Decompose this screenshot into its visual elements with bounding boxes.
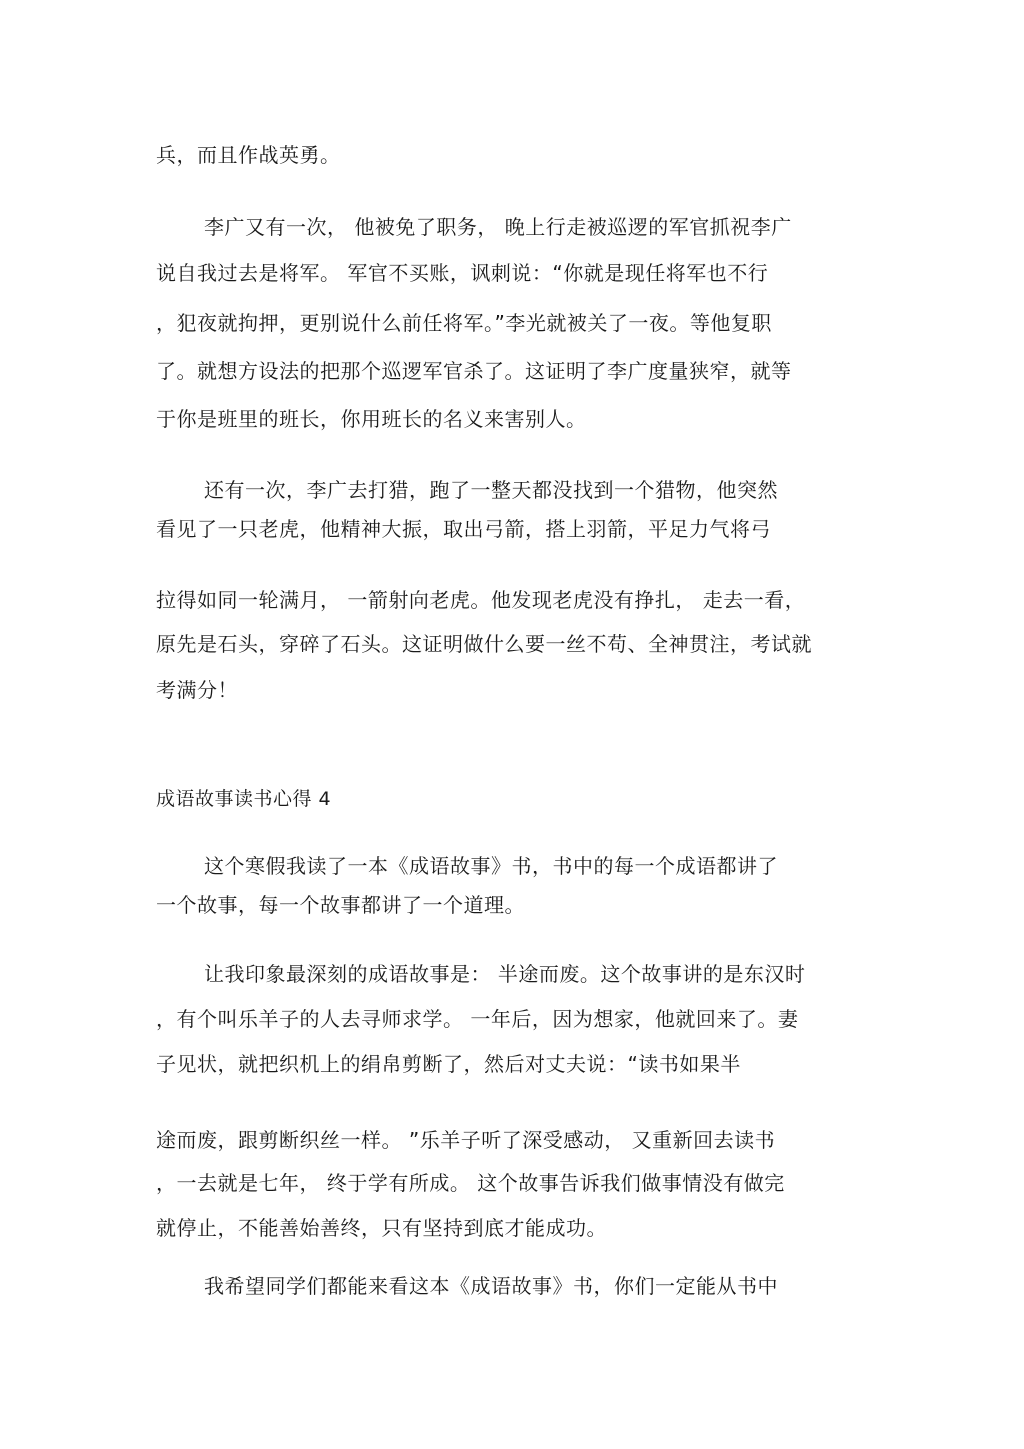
text-line: 说自我过去是将军。 军官不买账，讽刺说：“你就是现任将军也不行 xyxy=(156,261,769,285)
paragraph-first-line: 还有一次，李广去打猎，跑了一整天都没找到一个猎物，他突然 xyxy=(204,478,778,502)
text-line: 就停止，不能善始善终，只有坚持到底才能成功。 xyxy=(156,1216,607,1240)
text-line: 一个故事，每一个故事都讲了一个道理。 xyxy=(156,893,525,917)
text-line: 拉得如同一轮满月， 一箭射向老虎。他发现老虎没有挣扎， 走去一看， xyxy=(156,588,806,612)
text-line: 途而废，跟剪断织丝一样。 ”乐羊子听了深受感动， 又重新回去读书 xyxy=(156,1128,776,1152)
section-heading: 成语故事读书心得 4 xyxy=(156,788,332,810)
text-line: 兵，而且作战英勇。 xyxy=(156,143,341,167)
text-line: ，一去就是七年， 终于学有所成。 这个故事告诉我们做事情没有做完 xyxy=(156,1171,785,1195)
text-line: ，犯夜就拘押，更别说什么前任将军。”李光就被关了一夜。等他复职 xyxy=(156,311,772,335)
text-line: 了。就想方设法的把那个巡逻军官杀了。这证明了李广度量狭窄，就等 xyxy=(156,359,792,383)
text-line: 看见了一只老虎，他精神大振，取出弓箭，搭上羽箭，平足力气将弓 xyxy=(156,517,771,541)
paragraph-first-line: 我希望同学们都能来看这本《成语故事》书，你们一定能从书中 xyxy=(204,1274,778,1298)
paragraph-first-line: 让我印象最深刻的成语故事是： 半途而废。这个故事讲的是东汉时 xyxy=(204,962,806,986)
text-line: 于你是班里的班长，你用班长的名义来害别人。 xyxy=(156,407,587,431)
text-line: 子见状，就把织机上的绢帛剪断了，然后对丈夫说：“读书如果半 xyxy=(156,1052,741,1076)
text-line: 原先是石头，穿碎了石头。这证明做什么要一丝不苟、全神贯注，考试就 xyxy=(156,632,812,656)
paragraph-first-line: 李广又有一次， 他被免了职务， 晚上行走被巡逻的军官抓祝李广 xyxy=(204,215,792,239)
paragraph-first-line: 这个寒假我读了一本《成语故事》书，书中的每一个成语都讲了 xyxy=(204,854,778,878)
text-line: 考满分！ xyxy=(156,678,238,702)
text-line: ，有个叫乐羊子的人去寻师求学。 一年后，因为想家，他就回来了。妻 xyxy=(156,1007,799,1031)
